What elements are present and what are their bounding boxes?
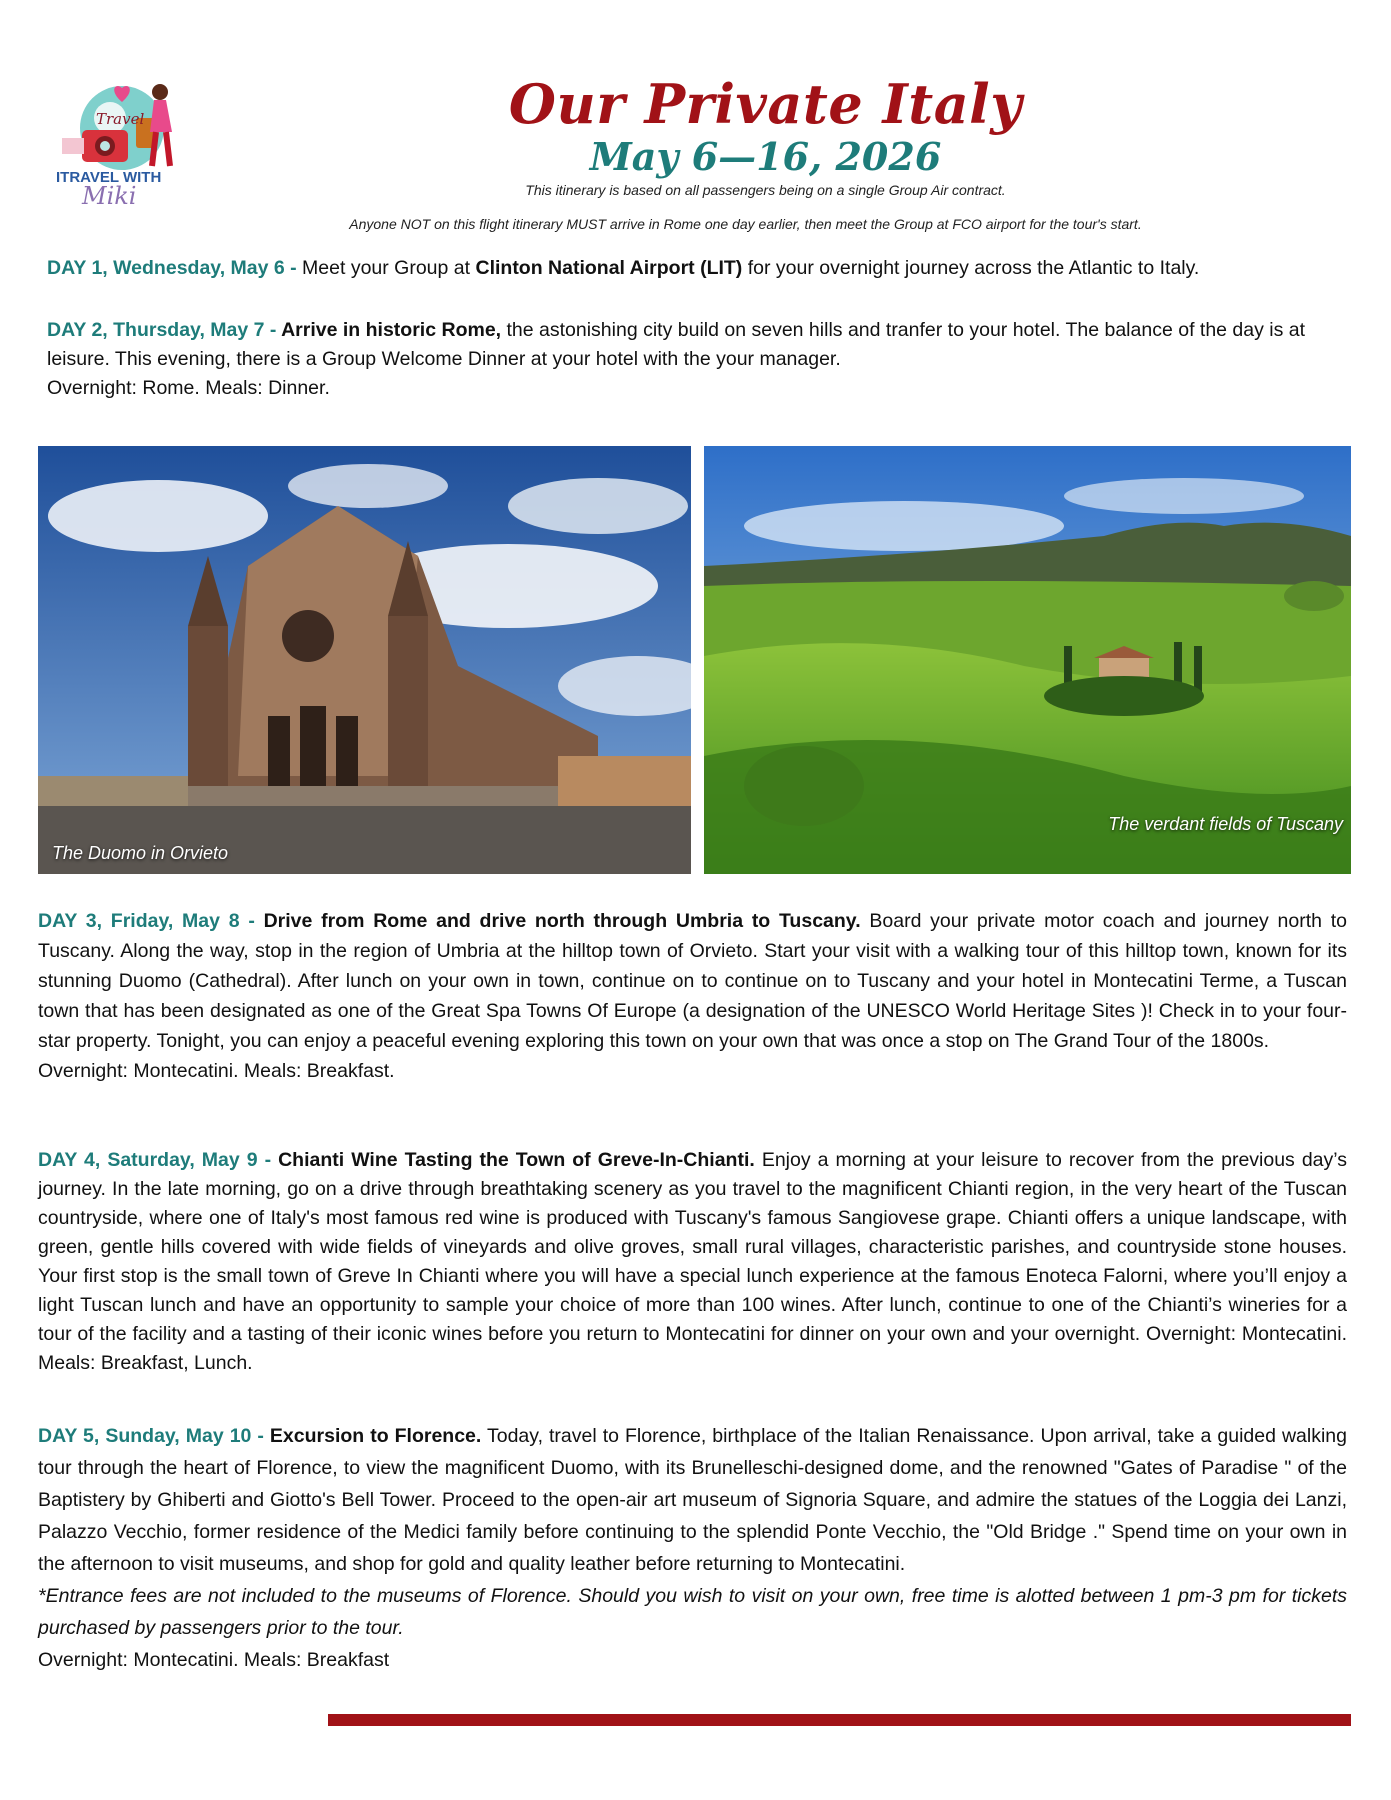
logo-badge-text: Travel xyxy=(96,110,145,128)
day-2-paragraph xyxy=(47,316,1327,403)
day-2-overnight: Overnight: Rome. Meals: Dinner. xyxy=(47,377,330,399)
day-3-headline: Drive from Rome and drive north through Umbria to Tuscany. xyxy=(254,910,861,932)
day-1-label: DAY 1, Wednesday, May 6 - xyxy=(47,257,297,279)
day-4-text: Enjoy a morning at your leisure to recover from the previous day’s journey. In the late morning, go on a drive through breathtaking scenery as you travel to the magnificent Chianti region, in the very heart of the Tuscan countryside, where one of Italy's most famous red wine is produced with Tuscany's famous Sangiovese grape. Chianti offers a unique landscape, with green, gentle hills covered with wide fields of vineyards and olive groves, small rural villages, characteristic parishes, and countryside stone houses. Your first stop is the small town of Greve In Chianti where you will have a special lunch experience at the famous Enoteca Falorni, where you’ll enjoy a light Tuscan lunch and have an opportunity to sample your choice of more than 100 wines. After lunch, continue to one of the Chianti’s wineries for a tour of the facility and a tasting of their iconic wines before you return to Montecatini for dinner on your own and your overnight. Overnight: Montecatini. Meals: Breakfast, Lunch. xyxy=(38,1149,1347,1374)
day-4-label: DAY 4, Saturday, May 9 - xyxy=(38,1149,272,1171)
tuscany-fields-photo xyxy=(704,446,1351,874)
footer-divider xyxy=(328,1714,1351,1726)
day-4-paragraph xyxy=(38,1146,1347,1378)
day-1-text-b: for your overnight journey across the Atlantic to Italy. xyxy=(742,257,1200,279)
day-1-text-a: Meet your Group at xyxy=(296,257,476,279)
day-3-text: Board your private motor coach and journey north to Tuscany. Along the way, stop in the region of Umbria at the hilltop town of Orvieto. Start your visit with a walking tour of this hilltop town, known for its stunning Duomo (Cathedral). After lunch on your own in town, continue on to continue on to Tuscany and your hotel in Montecatini Terme, a Tuscan town that has been designated as one of the Great Spa Towns Of Europe (a designation of the UNESCO World Heritage Sites )! Check in to your four-star property. Tonight, you can enjoy a peaceful evening exploring this town on your own that was once a stop on The Grand Tour of the 1800s. xyxy=(38,910,1347,1052)
day-5-fee-note: *Entrance fees are not included to the museums of Florence. Should you wish to visit on your own, free time is alotted between 1 pm-3 pm for tickets purchased by passengers prior to the tour. xyxy=(38,1585,1347,1639)
day-1-airport: Clinton National Airport (LIT) xyxy=(475,257,743,279)
orvieto-caption: The Duomo in Orvieto xyxy=(52,843,229,863)
day-5-overnight: Overnight: Montecatini. Meals: Breakfast xyxy=(38,1649,390,1671)
day-5-label: DAY 5, Sunday, May 10 - xyxy=(38,1425,264,1447)
day-5-paragraph xyxy=(38,1420,1347,1676)
day-3-paragraph xyxy=(38,906,1347,1086)
day-3-overnight: Overnight: Montecatini. Meals: Breakfast. xyxy=(38,1060,395,1082)
day-2-label: DAY 2, Thursday, May 7 - xyxy=(47,319,277,341)
tuscany-caption: The verdant fields of Tuscany xyxy=(1108,814,1343,834)
logo-line-2: Miki xyxy=(82,182,137,208)
day-5-text: Today, travel to Florence, birthplace of the Italian Renaissance. Upon arrival, take a guided walking tour through the heart of Florence, to view the magnificent Duomo, with its Brunelleschi-designed dome, and the renowned "Gates of Paradise " of the Baptistery by Ghiberti and Giotto's Bell Tower. Proceed to the open-air art museum of Signoria Square, and admire the statues of the Loggia dei Lanzi, Palazzo Vecchio, former residence of the Medici family before continuing to the splendid Ponte Vecchio, the "Old Bridge ." Spend time on your own in the afternoon to visit museums, and shop for gold and quality leather before returning to Montecatini. xyxy=(38,1425,1347,1575)
day-1-paragraph xyxy=(47,254,1357,283)
page-title: Our Private Italy xyxy=(508,72,1023,136)
tour-dates: May 6—16, 2026 xyxy=(589,134,942,179)
arrival-note: Anyone NOT on this flight itinerary MUST arrive in Rome one day earlier, then meet the Group at FCO airport for the tour's start. xyxy=(349,216,1142,232)
orvieto-duomo-photo xyxy=(38,446,691,874)
air-contract-note: This itinerary is based on all passengers being on a single Group Air contract. xyxy=(525,182,1006,198)
day-2-headline: Arrive in historic Rome, xyxy=(276,319,502,341)
day-5-headline: Excursion to Florence. xyxy=(263,1425,482,1447)
day-4-headline: Chianti Wine Tasting the Town of Greve-In-Chianti. xyxy=(271,1149,755,1171)
day-2-text: the astonishing city build on seven hills and tranfer to your hotel. The balance of the day is at leisure. This evening, there is a Group Welcome Dinner at your hotel with the your manager. xyxy=(47,319,1306,370)
day-3-label: DAY 3, Friday, May 8 - xyxy=(38,910,255,932)
logo-line-1: ITRAVEL WITH xyxy=(56,169,162,186)
